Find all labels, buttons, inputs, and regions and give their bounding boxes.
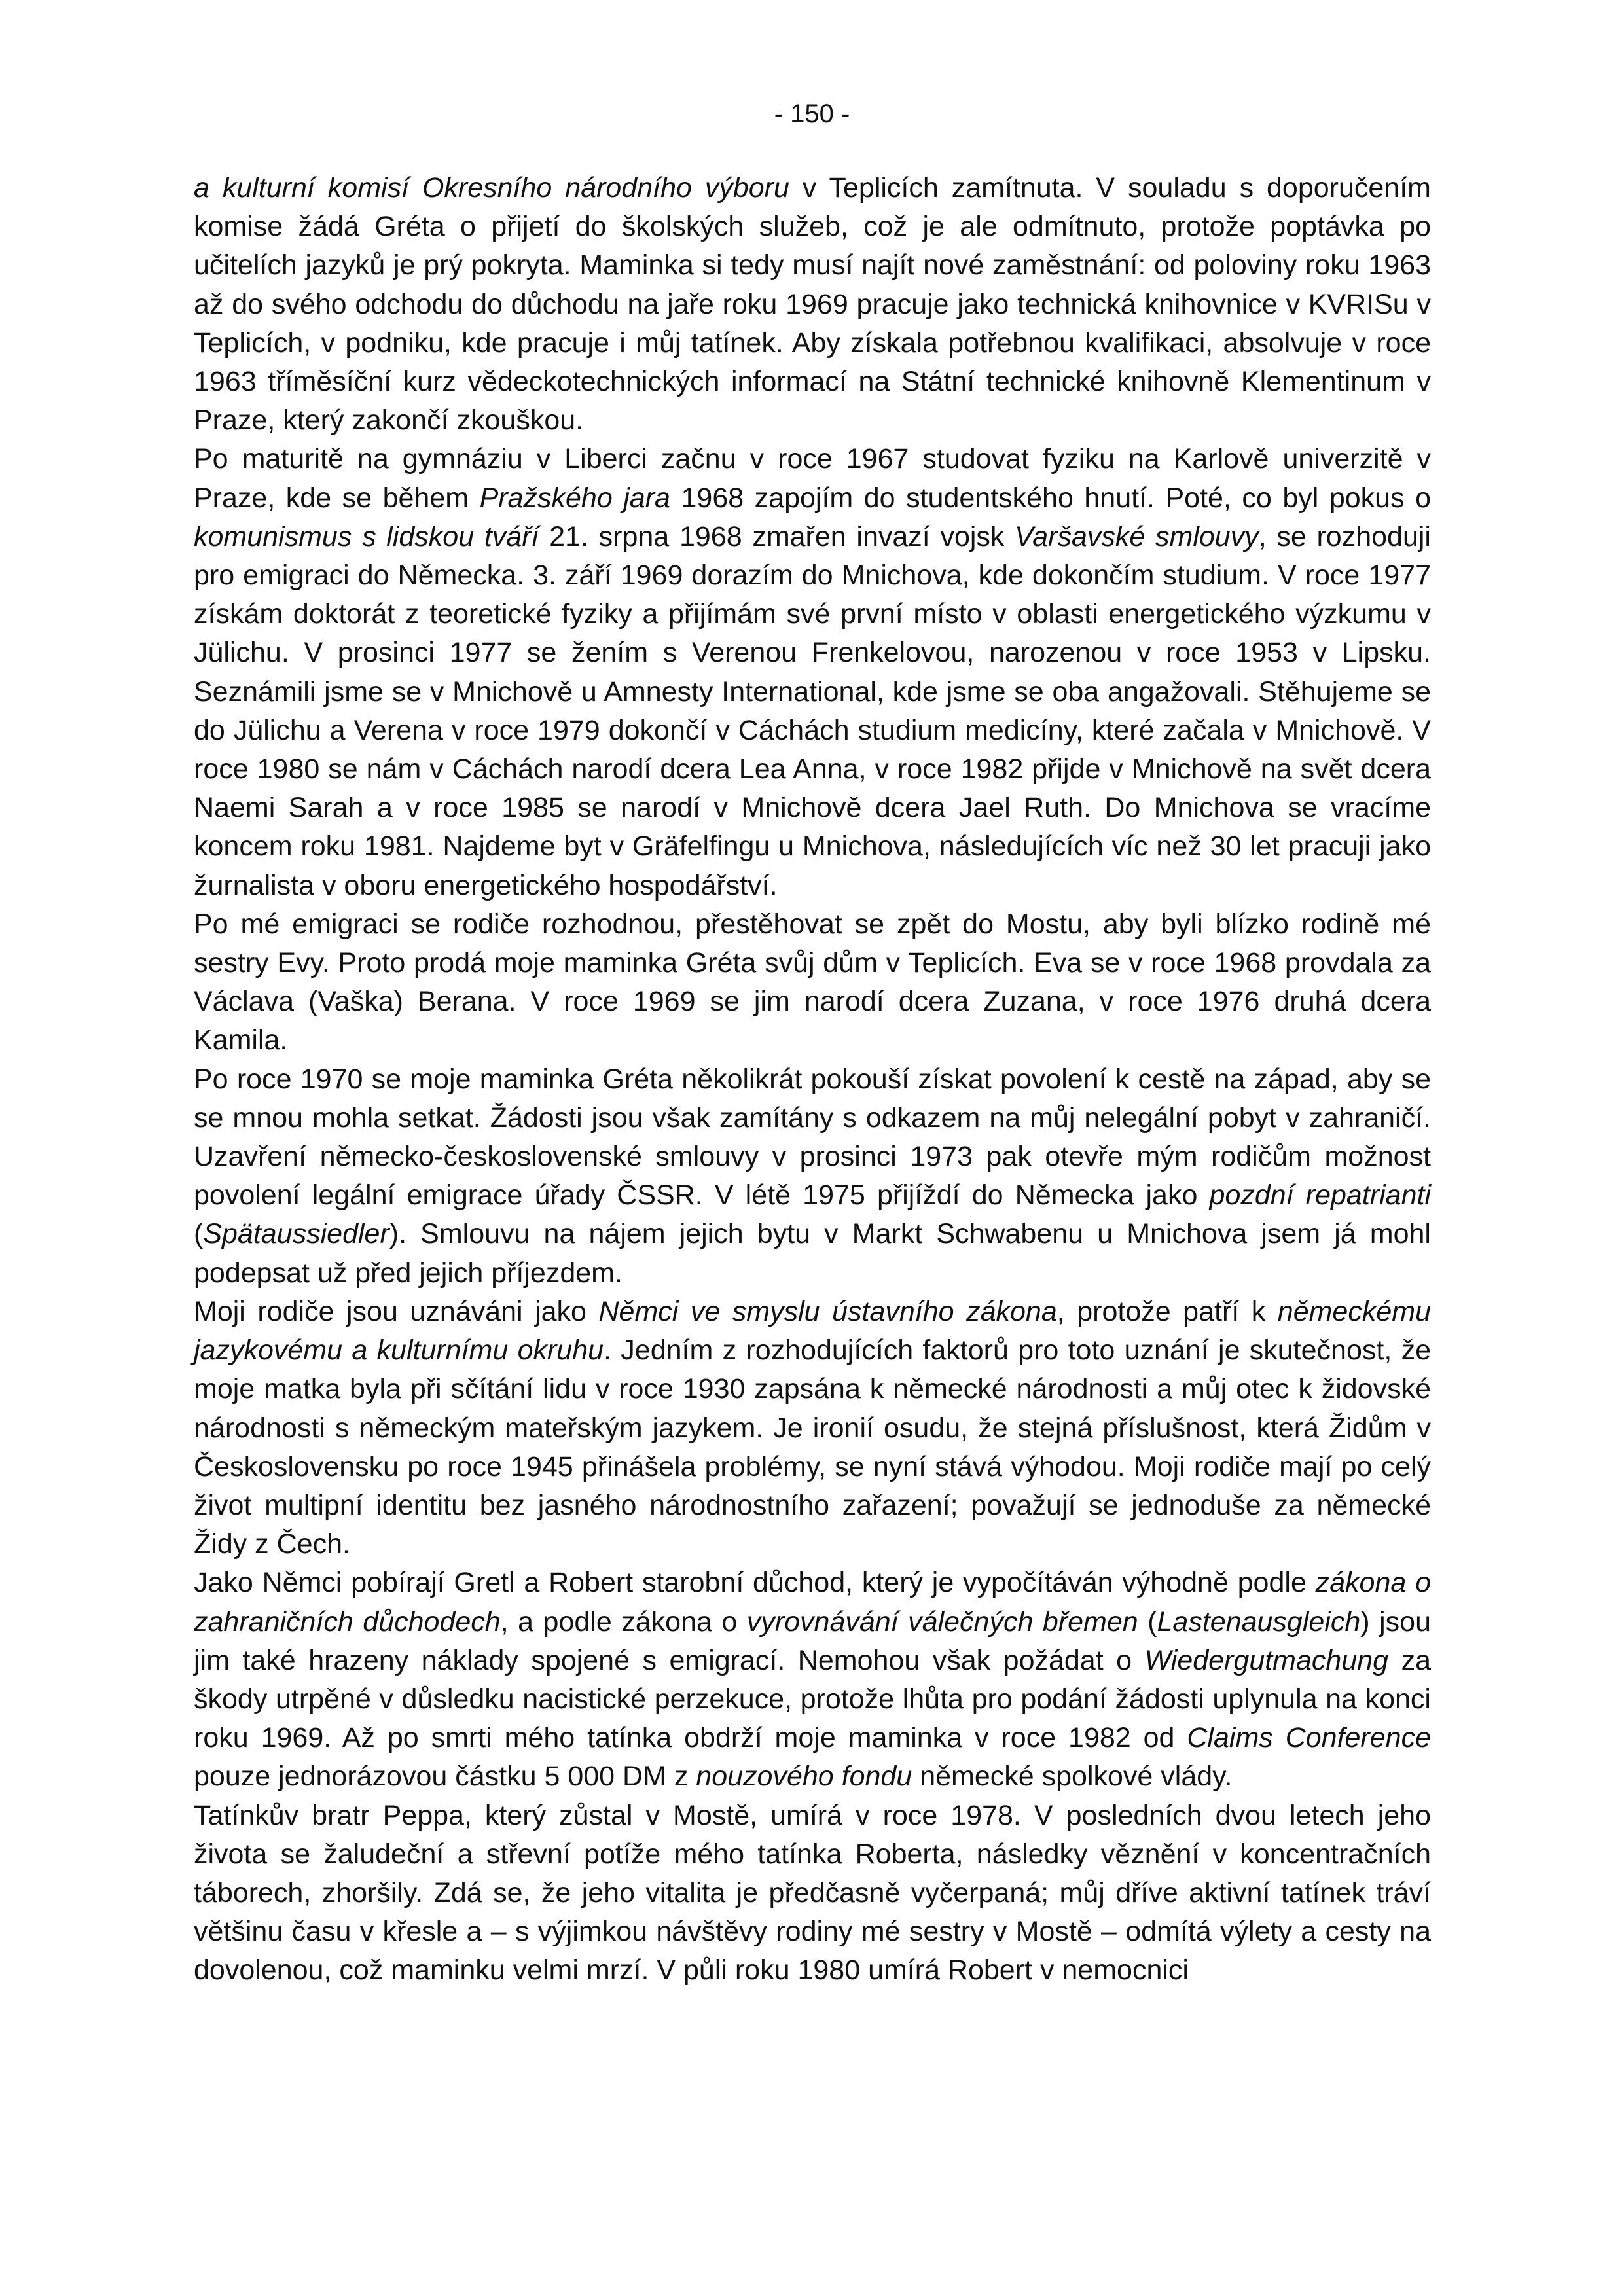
text-run: , protože patří k <box>1056 1295 1278 1327</box>
italic-run: zákona o zahraničních důchodech <box>194 1567 1431 1638</box>
paragraph-7 <box>194 1797 1431 1990</box>
text-run: Po mé emigraci se rodiče rozhodnou, přestěhovat se zpět do Mostu, aby byli blízko rodině mé sestry Evy. Proto prodá moje maminka Gréta svůj dům v Teplicích. Eva se v roce 1968 provdala za Václava (Vaška) Berana. V roce 1969 se jim narodí dcera Zuzana, v roce 1976 druhá dcera Kamila. <box>194 908 1431 1056</box>
text-run: 21. srpna 1968 zmařen invazí vojsk <box>539 520 1015 552</box>
italic-run: Varšavské smlouvy <box>1015 520 1259 552</box>
italic-run: Spätaussiedler <box>203 1218 389 1250</box>
italic-run: Claims Conference <box>1187 1722 1431 1754</box>
text-run: za škody utrpěné v důsledku nacistické perzekuce, protože lhůta pro podání žádosti uplynula na konci roku 1969. Až po smrti mého tatínka obdrží moje maminka v roce 1982 od <box>194 1644 1431 1754</box>
italic-run: Lastenausgleich <box>1157 1605 1361 1638</box>
text-run: Po maturitě na gymnáziu v Liberci začnu v roce 1967 studovat fyziku na Karlově univerzitě v Praze, kde se během <box>194 443 1431 514</box>
paragraph-1 <box>194 169 1431 440</box>
italic-run: Pražského jara <box>479 482 670 514</box>
text-run: ( <box>1138 1605 1157 1638</box>
text-run: Tatínkův bratr Peppa, který zůstal v Mostě, umírá v roce 1978. V posledních dvou letech jeho života se žaludeční a střevní potíže mého tatínka Roberta, následky věznění v koncentračních táborech, zhoršily. Zdá se, že jeho vitalita je předčasně vyčerpaná; můj dříve aktivní tatínek tráví většinu času v křesle a – s výjimkou návštěvy rodiny mé sestry v Mostě – odmítá výlety a cesty na dovolenou, což maminku velmi mrzí. V půli roku 1980 umírá Robert v nemocnici <box>194 1799 1431 1986</box>
text-run: Jako Němci pobírají Gretl a Robert starobní důchod, který je vypočítáván výhodně podle <box>194 1567 1316 1599</box>
paragraph-4 <box>194 1060 1431 1293</box>
paragraph-3 <box>194 905 1431 1060</box>
italic-run: vyrovnávání válečných břemen <box>746 1605 1138 1638</box>
text-run: v Teplicích zamítnuta. V souladu s doporučením komise žádá Gréta o přijetí do školských služeb, což je ale odmítnuto, protože poptávka po učitelích jazyků je prý pokryta. Maminka si tedy musí najít nové zaměstnání: od poloviny roku 1963 až do svého odchodu do důchodu na jaře roku 1969 pracuje jako technická knihovnice v KVRISu v Teplicích, v podniku, kde pracuje i můj tatínek. Aby získala potřebnou kvalifikaci, absolvuje v roce 1963 tříměsíční kurz vědeckotechnických informací na Státní technické knihovně Klementinum v Praze, který zakončí zkouškou. <box>194 172 1431 437</box>
italic-run: německému jazykovému a kulturnímu okruhu <box>194 1295 1431 1367</box>
text-run: ). Smlouvu na nájem jejich bytu v Markt Schwabenu u Mnichova jsem já mohl podepsat už před jejich příjezdem. <box>194 1218 1431 1289</box>
text-run: Po roce 1970 se moje maminka Gréta několikrát pokouší získat povolení k cestě na západ, aby se se mnou mohla setkat. Žádosti jsou však zamítány s odkazem na můj nelegální pobyt v zahraničí. Uzavření německo-československé smlouvy v prosinci 1973 pak otevře mým rodičům možnost povolení legální emigrace úřady ČSSR. V létě 1975 přijíždí do Německa jako <box>194 1063 1431 1211</box>
paragraph-6 <box>194 1564 1431 1796</box>
italic-run: pozdní repatrianti <box>1209 1179 1431 1211</box>
text-run: , se rozhoduji pro emigraci do Německa. 3. září 1969 dorazím do Mnichova, kde dokončím studium. V roce 1977 získám doktorát z teoretické fyziky a přijímám své první místo v oblasti energetického výzkumu v Jülichu. V prosinci 1977 se žením s Verenou Frenkelovou, narozenou v roce 1953 v Lipsku. Seznámili jsme se v Mnichově u Amnesty International, kde jsme se oba angažovali. Stěhujeme se do Jülichu a Verena v roce 1979 dokončí v Cáchách studium medicíny, které začala v Mnichově. V roce 1980 se nám v Cáchách narodí dcera Lea Anna, v roce 1982 přijde v Mnichově na svět dcera Naemi Sarah a v roce 1985 se narodí v Mnichově dcera Jael Ruth. Do Mnichova se vracíme koncem roku 1981. Najdeme byt v Gräfelfingu u Mnichova, následujících víc než 30 let pracuji jako žurnalista v oboru energetického hospodářství. <box>194 520 1431 901</box>
page-number: - 150 - <box>774 99 850 128</box>
italic-run: Němci ve smyslu ústavního zákona <box>598 1295 1057 1327</box>
text-run: . Jedním z rozhodujících faktorů pro toto uznání je skutečnost, že moje matka byla při sčítání lidu v roce 1930 zapsána k německé národnosti a můj otec k židovské národnosti s německým mateřským jazykem. Je ironií osudu, že stejná příslušnost, která Židům v Československu po roce 1945 přinášela problémy, se nyní stává výhodou. Moji rodiče mají po celý život multipní identitu bez jasného národnostního zařazení; považují se jednoduše za německé Židy z Čech. <box>194 1335 1431 1560</box>
text-run: 1968 zapojím do studentského hnutí. Poté, co byl pokus o <box>670 482 1432 514</box>
italic-run: a kulturní komisí Okresního národního výboru <box>194 172 789 204</box>
text-run: pouze jednorázovou částku 5 000 DM z <box>194 1761 696 1793</box>
italic-run: komunismus s lidskou tváří <box>194 520 539 552</box>
text-run: , a podle zákona o <box>500 1605 747 1638</box>
text-run: Moji rodiče jsou uznáváni jako <box>194 1295 599 1327</box>
italic-run: nouzového fondu <box>696 1761 912 1793</box>
paragraph-2 <box>194 440 1431 905</box>
text-run: ( <box>194 1218 204 1250</box>
italic-run: Wiedergutmachung <box>1144 1644 1389 1676</box>
text-run: ) jsou jim také hrazeny náklady spojené s emigrací. Nemohou však požádat o <box>194 1605 1431 1676</box>
text-run: německé spolkové vlády. <box>912 1761 1233 1793</box>
body-text <box>194 169 1431 1990</box>
paragraph-5 <box>194 1293 1431 1564</box>
